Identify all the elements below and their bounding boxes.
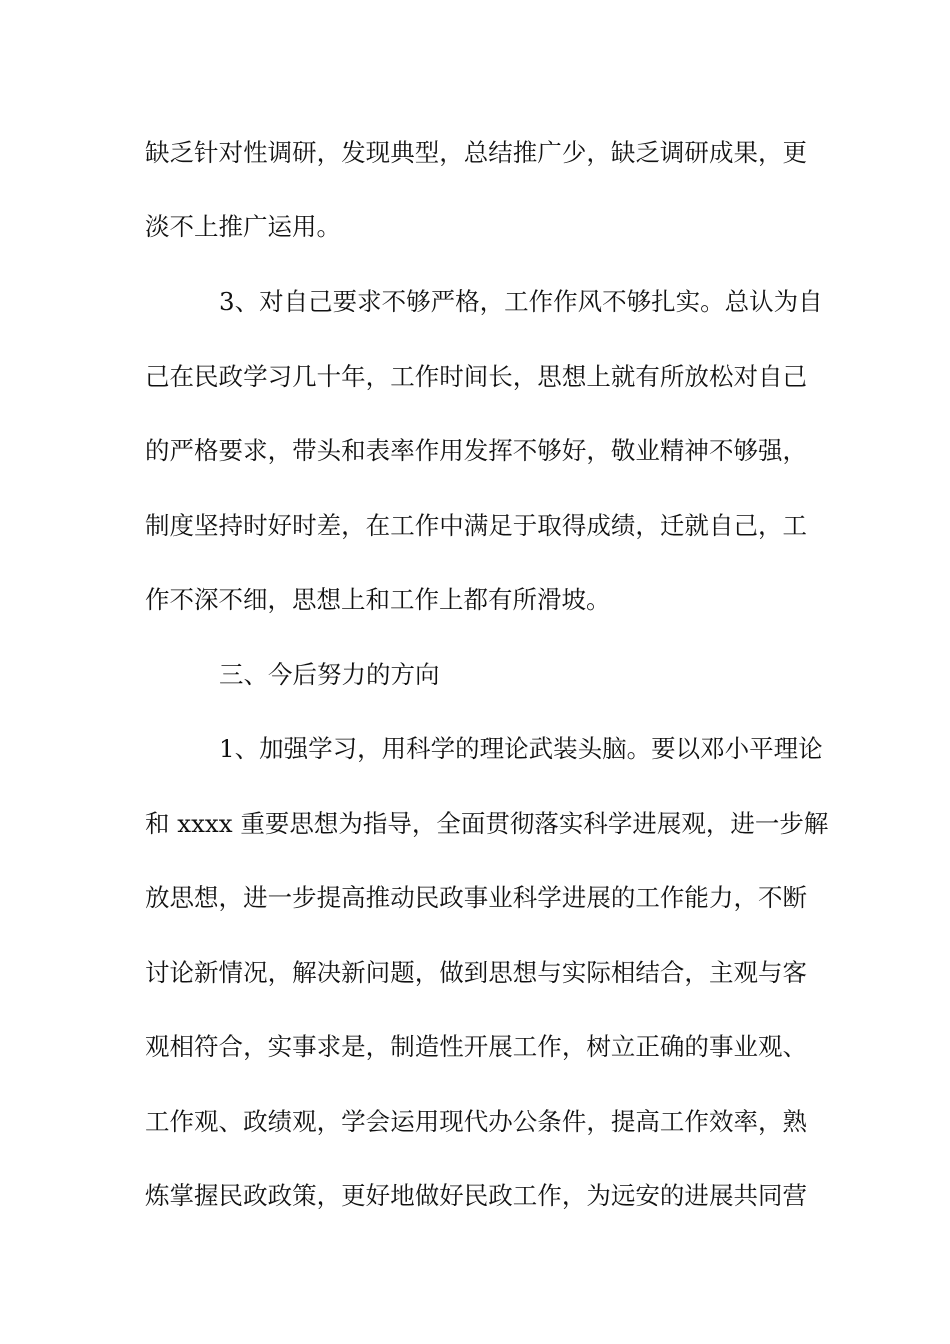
paragraph-line: 1、加强学习，用科学的理论武装头脑。要以邓小平理论 <box>219 734 823 763</box>
paragraph-line: 的严格要求，带头和表率作用发挥不够好，敬业精神不够强， <box>145 436 807 465</box>
paragraph-line: 淡不上推广运用。 <box>145 212 341 241</box>
paragraph-line: 讨论新情况，解决新问题，做到思想与实际相结合，主观与客 <box>145 958 807 987</box>
paragraph-line: 己在民政学习几十年，工作时间长，思想上就有所放松对自己 <box>145 362 807 391</box>
paragraph-line: 缺乏针对性调研，发现典型，总结推广少，缺乏调研成果，更 <box>145 138 807 167</box>
paragraph-line: 工作观、政绩观，学会运用现代办公条件，提高工作效率，熟 <box>145 1107 807 1136</box>
section-heading: 三、今后努力的方向 <box>219 660 440 689</box>
paragraph-line: 作不深不细，思想上和工作上都有所滑坡。 <box>145 585 611 614</box>
paragraph-line: 和 xxxx 重要思想为指导，全面贯彻落实科学进展观，进一步解 <box>145 809 829 838</box>
paragraph-line: 3、对自己要求不够严格，工作作风不够扎实。总认为自 <box>219 287 823 316</box>
paragraph-line: 炼掌握民政政策，更好地做好民政工作，为远安的进展共同营 <box>145 1181 807 1210</box>
paragraph-line: 放思想，进一步提高推动民政事业科学进展的工作能力，不断 <box>145 883 807 912</box>
paragraph-line: 观相符合，实事求是，制造性开展工作，树立正确的事业观、 <box>145 1032 807 1061</box>
paragraph-line: 制度坚持时好时差，在工作中满足于取得成绩，迁就自己，工 <box>145 511 807 540</box>
